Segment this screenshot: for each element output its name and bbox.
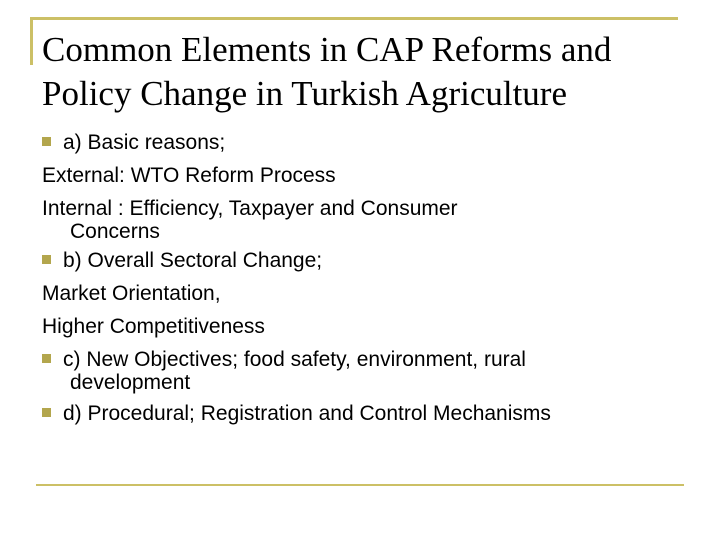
higher-line: Higher Competitiveness <box>42 315 265 338</box>
bullet-text-b: b) Overall Sectoral Change; <box>63 249 323 272</box>
square-bullet-icon <box>42 137 51 146</box>
bullet-text-c: c) New Objectives; food safety, environment, rural <box>63 348 526 371</box>
internal-line-continued: Concerns <box>70 220 160 243</box>
bullet-c-continued: development <box>70 371 191 394</box>
left-decorative-line <box>30 17 33 65</box>
square-bullet-icon <box>42 255 51 264</box>
internal-line: Internal : Efficiency, Taxpayer and Consumer <box>42 197 458 220</box>
top-decorative-line <box>30 17 678 20</box>
market-line: Market Orientation, <box>42 282 221 305</box>
square-bullet-icon <box>42 408 51 417</box>
square-bullet-icon <box>42 354 51 363</box>
external-line: External: WTO Reform Process <box>42 164 336 187</box>
bottom-decorative-line <box>36 484 684 486</box>
title-line-1: Common Elements in CAP Reforms and <box>42 30 612 69</box>
bullet-item-b <box>42 244 692 277</box>
bullet-item-d <box>42 397 692 430</box>
bullet-item-a <box>42 126 692 159</box>
slide-title <box>42 28 692 116</box>
bullet-text-a: a) Basic reasons; <box>63 131 226 154</box>
slide-body <box>42 126 692 430</box>
title-line-2: Policy Change in Turkish Agriculture <box>42 74 567 113</box>
bullet-text-d: d) Procedural; Registration and Control Mechanisms <box>63 402 551 425</box>
